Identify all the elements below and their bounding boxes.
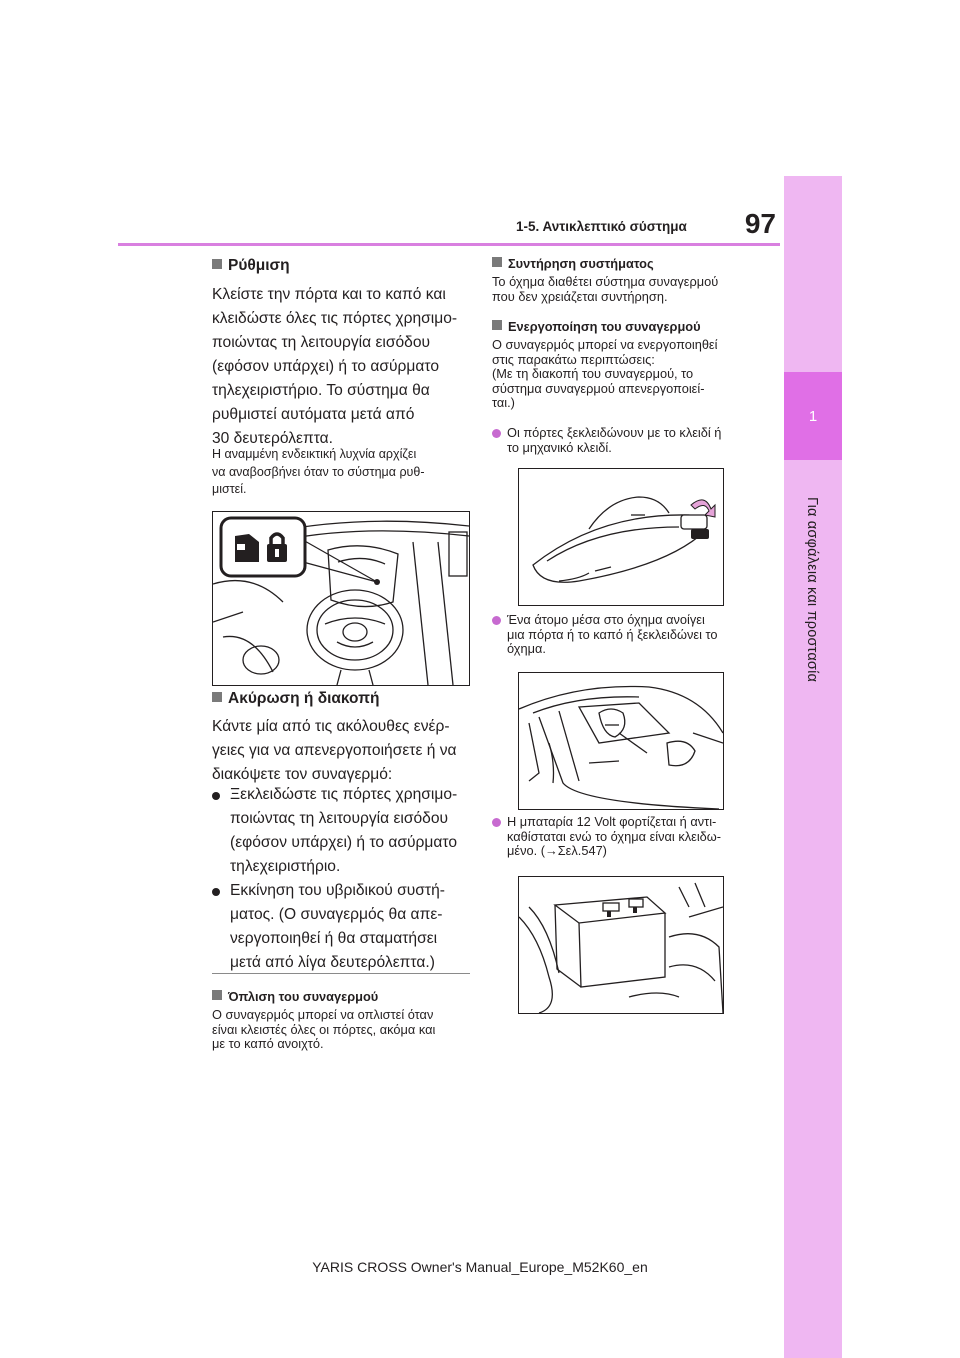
- section-divider: [212, 973, 470, 974]
- activation-bullet-battery: Η μπαταρία 12 Volt φορτίζεται ή αντι- καθίσταται ενώ το όχημα είναι κλειδω- μένο. (→Σελ.547): [492, 815, 764, 859]
- cancel-intro: Κάντε μία από τις ακόλουθες ενέρ- γειες για να απενεργοποιήσετε ή να διακόψετε τον συναγερμό:: [212, 718, 457, 783]
- bullet-dot-icon: [212, 888, 220, 896]
- square-bullet-icon: [492, 320, 502, 330]
- section-title: 1-5. Αντικλεπτικό σύστημα: [516, 219, 687, 234]
- setting-note: Η αναμμένη ενδεικτική λυχνία αρχίζει να αναβοσβήνει όταν το σύστημα ρυθ- μιστεί.: [212, 447, 425, 496]
- door-handle-illustration: [518, 468, 724, 606]
- activation-body: Ο συναγερμός μπορεί να ενεργοποιηθεί στις παρακάτω περιπτώσεις: (Με τη διακοπή του συναγερμού, το σύστημα συναγερμού απενεργοποιεί- ται.): [492, 337, 718, 411]
- activation-bullet-person: Ένα άτομο μέσα στο όχημα ανοίγει μια πόρτα ή το καπό ή ξεκλειδώνει το όχημα.: [492, 613, 764, 657]
- square-bullet-icon: [212, 259, 222, 269]
- activation-bullet-key: Οι πόρτες ξεκλειδώνουν με το κλειδί ή το μηχανικό κλειδί.: [492, 426, 764, 455]
- bullet-dot-icon: [212, 792, 220, 800]
- header-rule: [118, 243, 780, 246]
- chapter-number: 1: [808, 407, 818, 425]
- chapter-number-tab: [784, 372, 842, 460]
- cancel-bullet-unlock: Ξεκλειδώστε τις πόρτες χρησιμο- ποιώντας τη λειτουργία εισόδου (εφόσον υπάρχει) ή το ασύρματο τηλεχειριστήριο.: [212, 783, 470, 879]
- activation-heading: Ενεργοποίηση του συναγερμού: [492, 319, 764, 334]
- footer-text: YARIS CROSS Owner's Manual_Europe_M52K60_en: [312, 1259, 648, 1275]
- bullet-dot-icon: [492, 818, 501, 827]
- side-tab-strip: [784, 176, 842, 1358]
- setting-body: Κλείστε την πόρτα και το καπό και κλειδώστε όλες τις πόρτες χρησιμο- ποιώντας τη λειτουργία εισόδου (εφόσον υπάρχει) ή το ασύρματο τηλεχειριστήριο. Το σύστημα θα ρυθμιστεί αυτόματα μετά από 30 δευτερόλεπτα.: [212, 286, 458, 447]
- square-bullet-icon: [492, 257, 502, 267]
- arming-heading: Όπλιση του συναγερμού: [212, 989, 470, 1004]
- arming-body: Ο συναγερμός μπορεί να οπλιστεί όταν είναι κλειστές όλες οι πόρτες, ακόμα και με το καπό ανοιχτό.: [212, 1007, 436, 1052]
- battery-illustration: [518, 876, 724, 1014]
- bullet-dot-icon: [492, 429, 501, 438]
- bullet-dot-icon: [492, 616, 501, 625]
- dashboard-illustration: [212, 511, 470, 686]
- setting-heading: Ρύθμιση: [212, 257, 470, 275]
- page-number: 97: [744, 208, 776, 239]
- chapter-title-tab: [792, 470, 832, 710]
- maintenance-body: Το όχημα διαθέτει σύστημα συναγερμού που δεν χρειάζεται συντήρηση.: [492, 274, 719, 304]
- cancel-bullet-start: Εκκίνηση του υβριδικού συστή- ματος. (Ο συναγερμός θα απε- νεργοποιηθεί ή θα σταματήσει μετά από λίγα δευτερόλεπτα.): [212, 879, 470, 975]
- maintenance-heading: Συντήρηση συστήματος: [492, 256, 764, 271]
- cancel-heading: Ακύρωση ή διακοπή: [212, 690, 470, 708]
- person-in-car-illustration: [518, 672, 724, 810]
- chapter-title: Για ασφάλεια και προστασία: [804, 497, 820, 683]
- square-bullet-icon: [212, 692, 222, 702]
- square-bullet-icon: [212, 990, 222, 1000]
